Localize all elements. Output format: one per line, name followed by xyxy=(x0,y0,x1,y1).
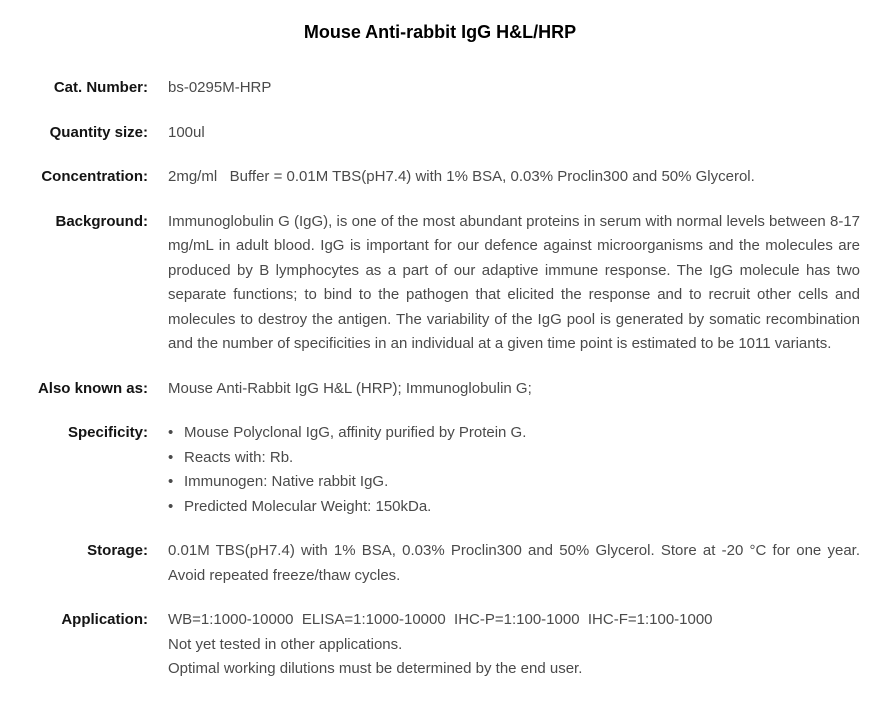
field-row-specificity xyxy=(0,421,880,519)
list-item xyxy=(168,470,860,495)
field-label-also-known-as: Also known as: xyxy=(37,379,148,397)
field-value-specificity xyxy=(168,421,860,519)
bullet-text: Predicted Molecular Weight: 150kDa. xyxy=(184,497,432,515)
bullet-icon: • xyxy=(168,424,174,441)
field-label-storage: Storage: xyxy=(87,542,148,559)
field-value-background: Immunoglobulin G (IgG), is one of the most abundant proteins in serum with normal levels between 8-17 mg/mL in adult blood. IgG is important for our defence against microorganisms and the molecules are produced by B lymphocytes as a part of our adaptive immune response. The IgG molecule has two separate functions; to bind to the pathogen that elicited the response and to recruit other cells and molecules to destroy the antigen. The variability of the IgG pool is generated by somatic recombination and the number of specificities in an individual at a given time point is estimated to be 1011 variants. xyxy=(168,212,860,352)
field-label-cat-number: Cat. Number: xyxy=(53,79,148,96)
field-label-application: Application: xyxy=(61,611,148,628)
list-item xyxy=(168,495,860,520)
field-row-concentration xyxy=(0,165,880,190)
application-disclaimer-line: Optimal working dilutions must be determined by the end user. xyxy=(168,660,583,677)
field-value-application xyxy=(168,608,860,682)
field-row-storage xyxy=(0,539,880,588)
field-label-quantity-size: Quantity size: xyxy=(49,123,148,141)
field-value-quantity-size: 100ul xyxy=(168,123,205,141)
field-label-specificity: Specificity: xyxy=(67,424,148,441)
bullet-icon: • xyxy=(168,497,174,515)
application-note-line: Not yet tested in other applications. xyxy=(168,635,403,653)
bullet-text: Reacts with: Rb. xyxy=(184,448,294,466)
field-value-also-known-as: Mouse Anti-Rabbit IgG H&L (HRP); Immunoglobulin G; xyxy=(168,379,532,397)
field-row-cat-number xyxy=(0,76,880,101)
field-row-application xyxy=(0,608,880,682)
field-value-concentration: 2mg/ml Buffer = 0.01M TBS(pH7.4) with 1% BSA, 0.03% Proclin300 and 50% Glycerol. xyxy=(168,168,755,185)
bullet-icon: • xyxy=(168,448,174,466)
field-row-quantity-size xyxy=(0,121,880,146)
bullet-text: Immunogen: Native rabbit IgG. xyxy=(184,473,389,490)
field-label-concentration: Concentration: xyxy=(41,168,148,185)
list-item xyxy=(168,421,860,446)
field-value-cat-number: bs-0295M-HRP xyxy=(168,79,272,96)
specificity-bullet-list xyxy=(168,421,860,519)
application-dilutions-line: WB=1:1000-10000 ELISA=1:1000-10000 IHC-P=1:100-1000 IHC-F=1:100-1000 xyxy=(168,611,713,628)
list-item xyxy=(168,446,860,471)
field-label-background: Background: xyxy=(55,212,148,230)
bullet-text: Mouse Polyclonal IgG, affinity purified by Protein G. xyxy=(184,424,527,441)
field-value-storage: 0.01M TBS(pH7.4) with 1% BSA, 0.03% Proclin300 and 50% Glycerol. Store at -20 °C for one year. Avoid repeated freeze/thaw cycles. xyxy=(168,542,860,584)
bullet-icon: • xyxy=(168,473,174,490)
page-title: Mouse Anti-rabbit IgG H&L/HRP xyxy=(303,22,577,42)
field-row-also-known-as xyxy=(0,377,880,402)
field-row-background xyxy=(0,210,880,357)
